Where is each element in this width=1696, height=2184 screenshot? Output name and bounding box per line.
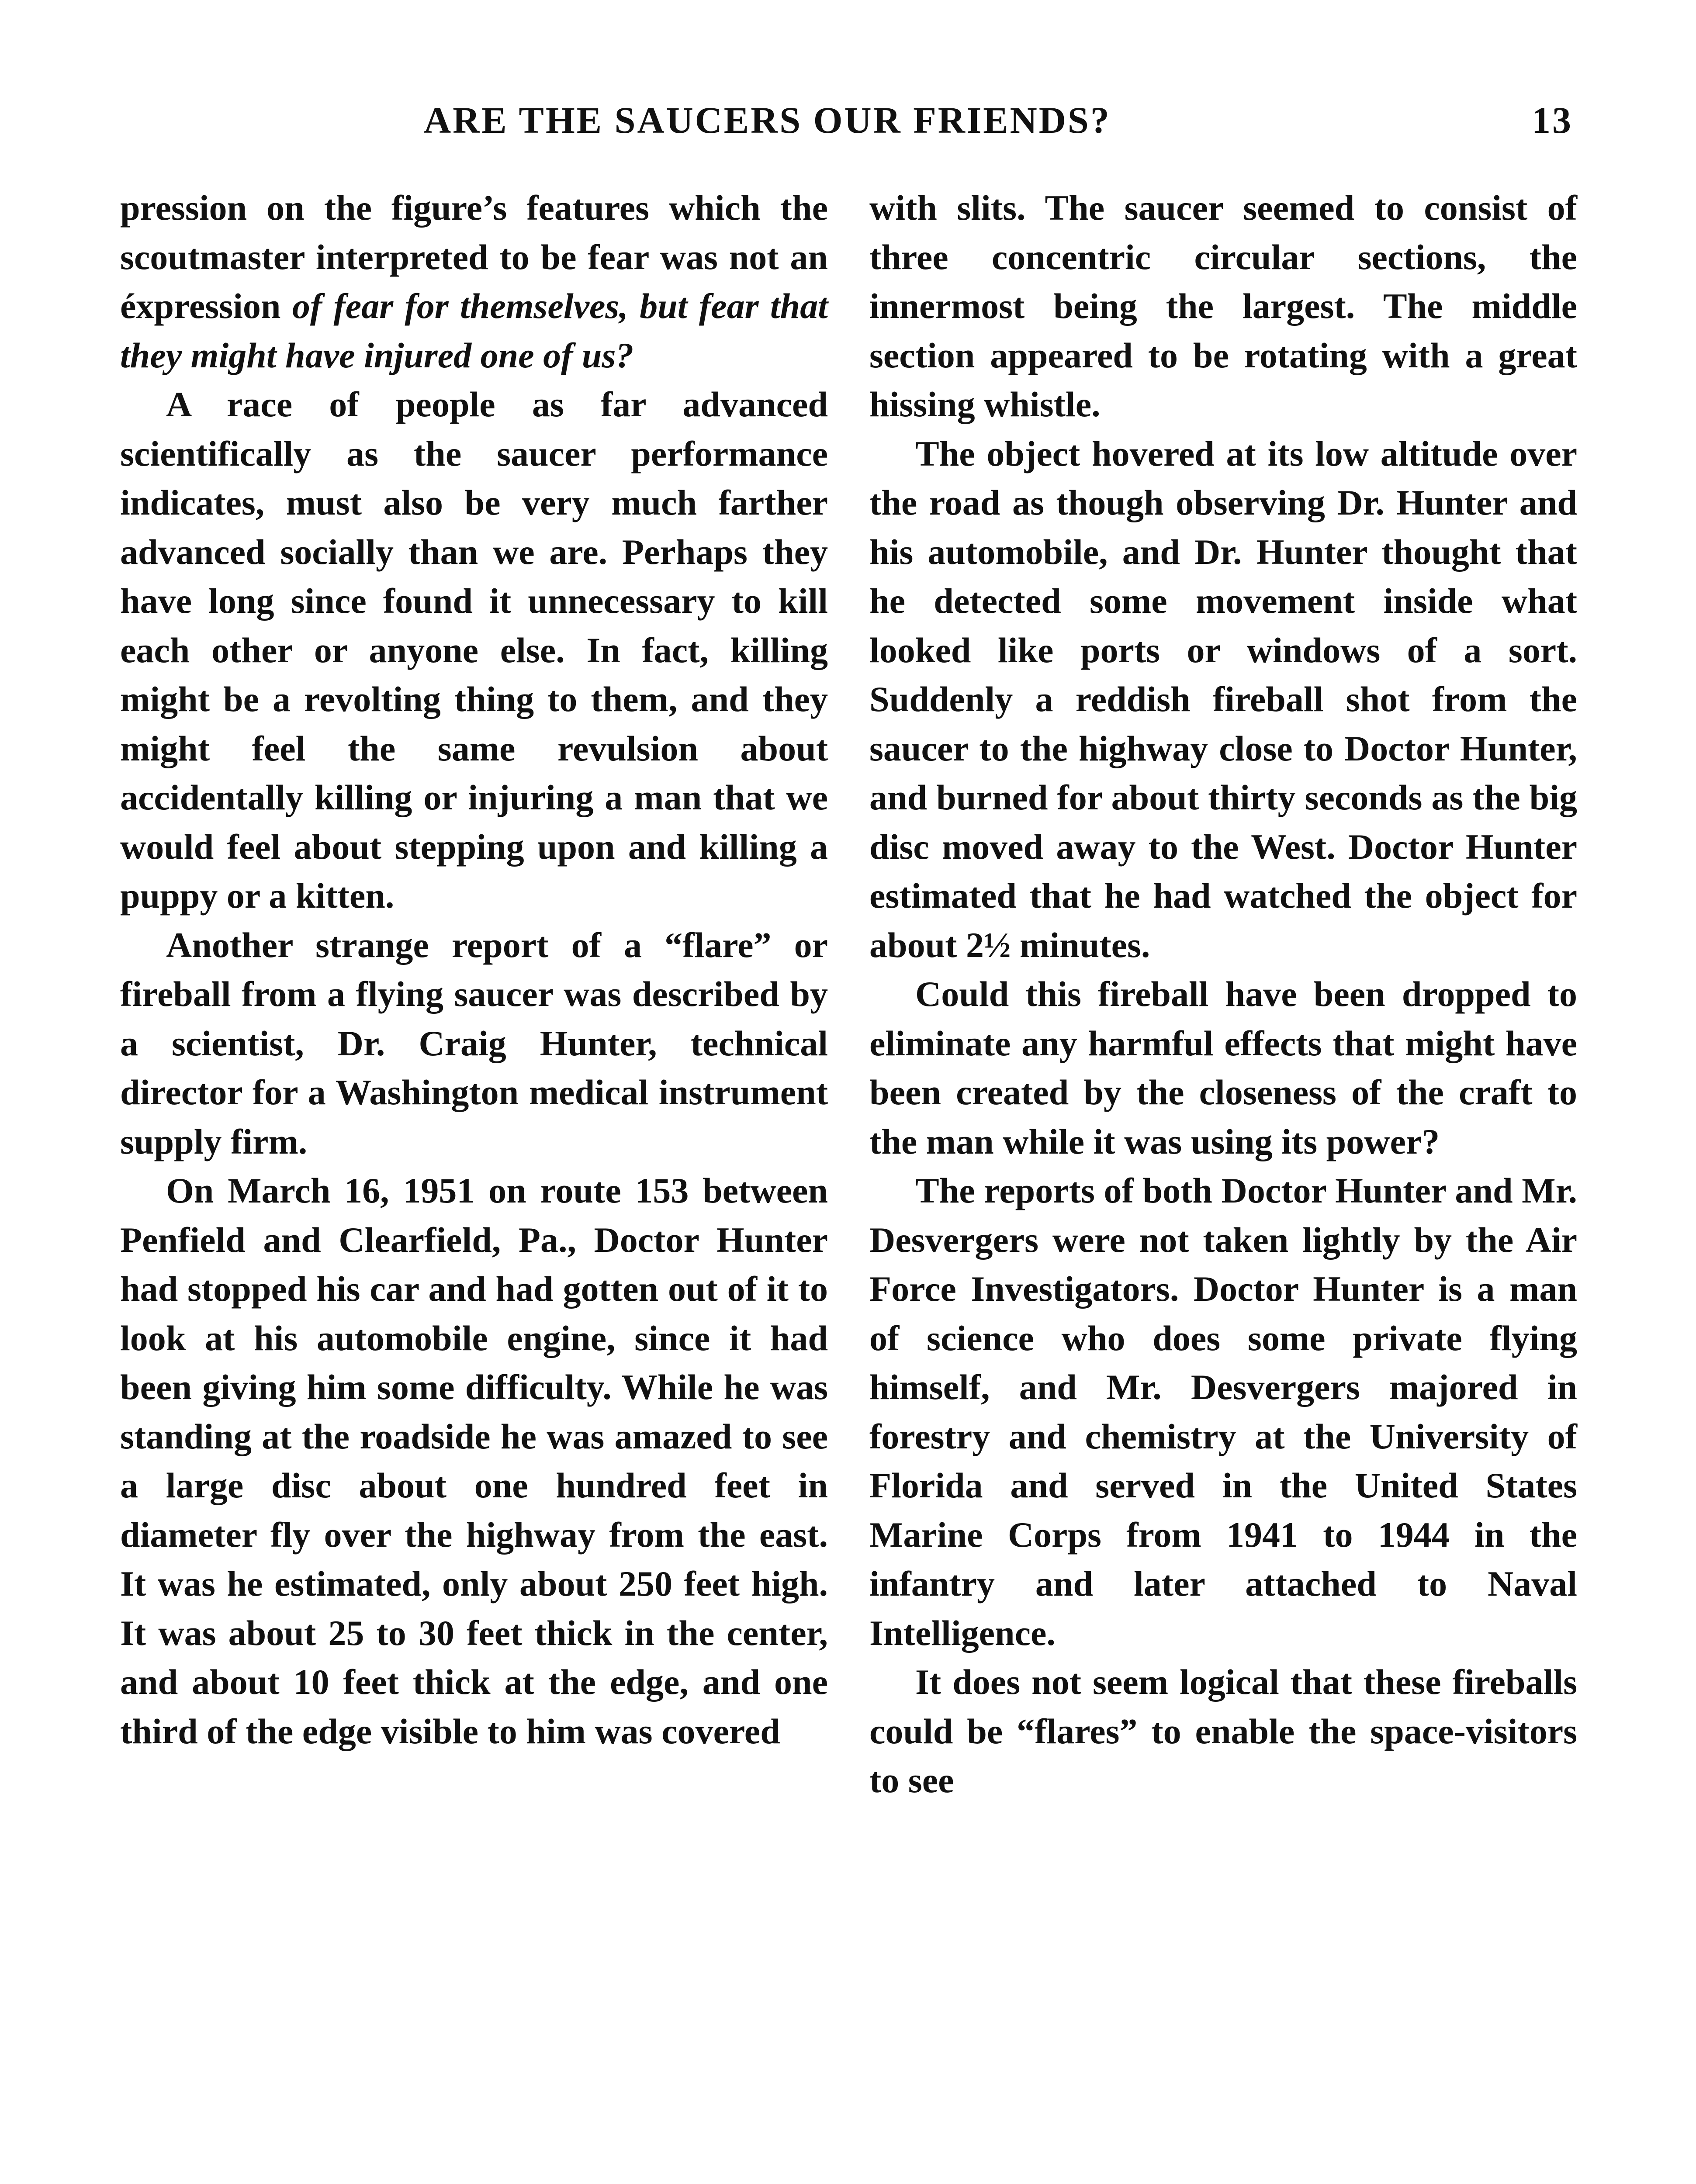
paragraph: On March 16, 1951 on route 153 between Penfield and Clearfield, Pa., Doctor Hunter had stopped his car and had gotten out of it to look at his automobile engine, since it had been giving him some difficulty. While he was standing at the roadside he was amazed to see a large disc about one hundred feet in diameter fly over the highway from the east. It was he estimated, only about 250 feet high. It was about 25 to 30 feet thick in the center, and about 10 feet thick at the edge, and one third of the edge visible to him was covered	[120, 1171, 828, 1751]
left-column	[120, 183, 828, 1756]
right-column	[869, 183, 1577, 1805]
paragraph: with slits. The saucer seemed to consist of three concentric circular sections, the innermost being the largest. The middle section appeared to be rotating with a great hissing whistle.	[869, 188, 1577, 424]
paragraph: The object hovered at its low altitude over the road as though observing Dr. Hunter and his automobile, and Dr. Hunter thought that he detected some movement inside what looked like ports or windows of a sort. Suddenly a reddish fireball shot from the saucer to the highway close to Doctor Hunter, and burned for about thirty seconds as the big disc moved away to the West. Doctor Hunter estimated that he had watched the object for about 2½ minutes.	[869, 433, 1577, 965]
page-header	[118, 98, 1573, 164]
paragraph: Could this fireball have been dropped to eliminate any harmful effects that might have been created by the closeness of the craft to the man while it was using its power?	[869, 974, 1577, 1161]
paragraph: Another strange report of a “flare” or fireball from a flying saucer was described by a scientist, Dr. Craig Hunter, technical director for a Washington medical instrument supply firm.	[120, 925, 828, 1161]
paragraph	[120, 183, 828, 380]
paragraph-text: pression on the figure’s features which the scoutmaster interpreted to be fear was not an éxpression	[120, 188, 828, 326]
paragraph: It does not seem logical that these fireballs could be “flares” to enable the space-visitors to see	[869, 1662, 1577, 1800]
running-head: ARE THE SAUCERS OUR FRIENDS?	[424, 99, 1111, 141]
paragraph: The reports of both Doctor Hunter and Mr. Desvergers were not taken lightly by the Air Force Investigators. Doctor Hunter is a man of science who does some private flying himself, and Mr. Desvergers majored in forestry and chemistry at the University of Florida and served in the United States Marine Corps from 1941 to 1944 in the infantry and later attached to Naval Intelligence.	[869, 1171, 1577, 1653]
page-number: 13	[1532, 99, 1573, 141]
italic-emphasis: of fear for themselves, but fear that they might have injured one of us?	[120, 286, 828, 375]
paragraph: A race of people as far advanced scientifically as the saucer performance indicates, must also be very much farther advanced socially than we are. Perhaps they have long since found it unnecessary to kill each other or anyone else. In fact, killing might be a revolting thing to them, and they might feel the same revulsion about accidentally killing or injuring a man that we would feel about stepping upon and killing a puppy or a kitten.	[120, 384, 828, 916]
